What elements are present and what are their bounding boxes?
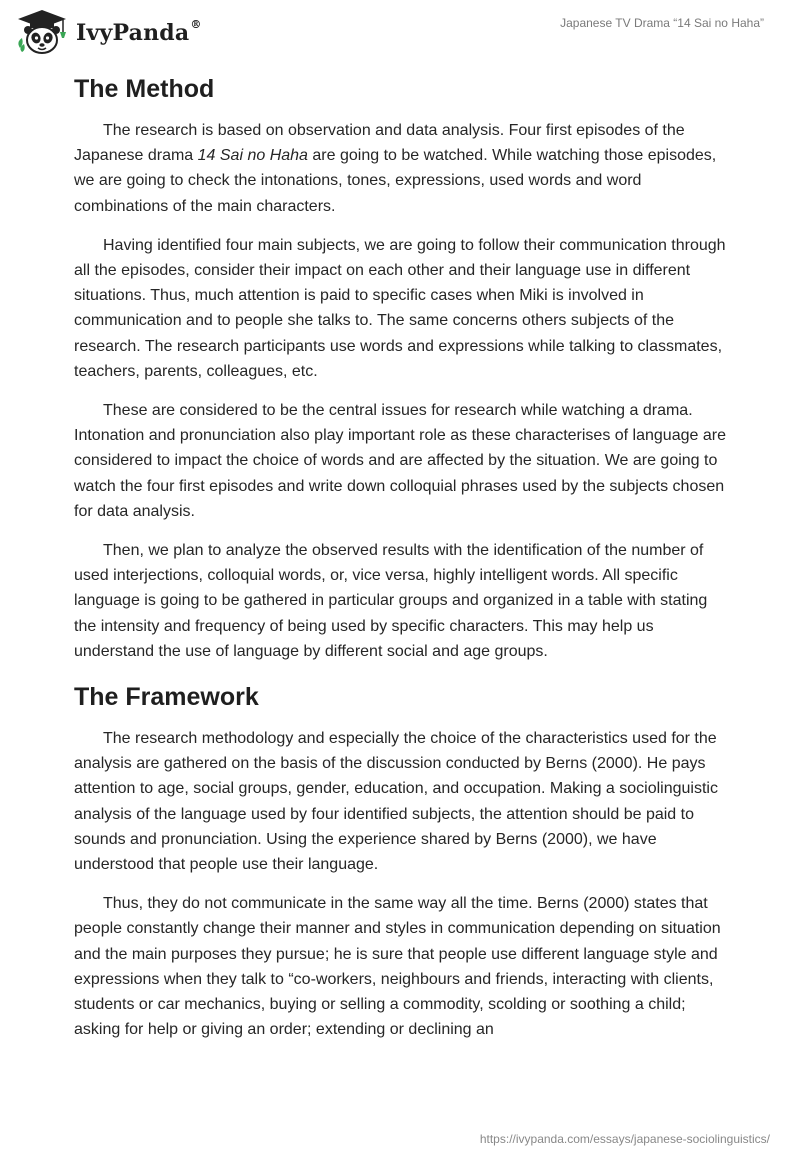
framework-paragraph-2: Thus, they do not communicate in the same way all the time. Berns (2000) states that people constantly change their manner and styles in communication depending on situation and the main purposes they pursue; he is sure that people use different language style and expressions when they talk to “co-workers, neighbours and friends, interacting with clients, students or car mechanics, buying or selling a commodity, scolding or soothing a child; asking for help or giving an order; extending or declining an xyxy=(74,895,721,1039)
method-paragraph-3: These are considered to be the central issues for research while watching a drama. Intonation and pronunciation also play important role as these characterises of language are considered to impact the choice of words and are affected by the situation. We are going to watch the four first episodes and write down colloquial phrases used by the subjects chosen for data analysis. xyxy=(74,402,726,520)
page-header xyxy=(0,0,800,64)
section-heading-method: The Method xyxy=(74,75,215,103)
method-paragraph-2: Having identified four main subjects, we are going to follow their communication through all the episodes, consider their impact on each other and their language use in different situations. Thus, much attention is paid to specific cases when Miki is involved in communication and to people she talks to. The same concerns others subjects of the research. The research participants use words and expressions while talking to classmates, teachers, parents, colleagues, etc. xyxy=(74,236,726,380)
essay-content xyxy=(74,70,728,1057)
method-paragraph-4: Then, we plan to analyze the observed results with the identification of the number of used interjections, colloquial words, or, vice versa, highly intelligent words. All specific language is going to be gathered in particular groups and organized in a table with stating the intensity and frequency of being used by specific characters. This may help us understand the use of language by different social and age groups. xyxy=(74,542,708,660)
document-title: Japanese TV Drama “14 Sai no Haha” xyxy=(560,16,764,30)
brand-name: IvyPanda® xyxy=(76,18,202,46)
ivypanda-logo[interactable] xyxy=(14,8,202,56)
source-url[interactable]: https://ivypanda.com/essays/japanese-sociolinguistics/ xyxy=(479,1132,770,1146)
panda-graduate-icon xyxy=(14,8,70,56)
method-paragraph-1: The research is based on observation and data analysis. Four first episodes of the Japanese drama 14 Sai no Haha are going to be watched. While watching those episodes, we are going to check the intonations, tones, expressions, used words and word combinations of the main characters. xyxy=(74,122,717,215)
drama-title-italic: 14 Sai no Haha xyxy=(197,147,308,165)
section-heading-framework: The Framework xyxy=(74,683,259,712)
trademark-symbol: ® xyxy=(190,18,202,31)
framework-paragraph-1: The research methodology and especially the choice of the characteristics used for the analysis are gathered on the basis of the discussion conducted by Berns (2000). He pays attention to age, social groups, gender, education, and occupation. Making a sociolinguistic analysis of the language used by four identified subjects, the attention should be paid to sounds and pronunciation. Using the experience shared by Berns (2000), we have understood that people use their language. xyxy=(74,730,718,874)
